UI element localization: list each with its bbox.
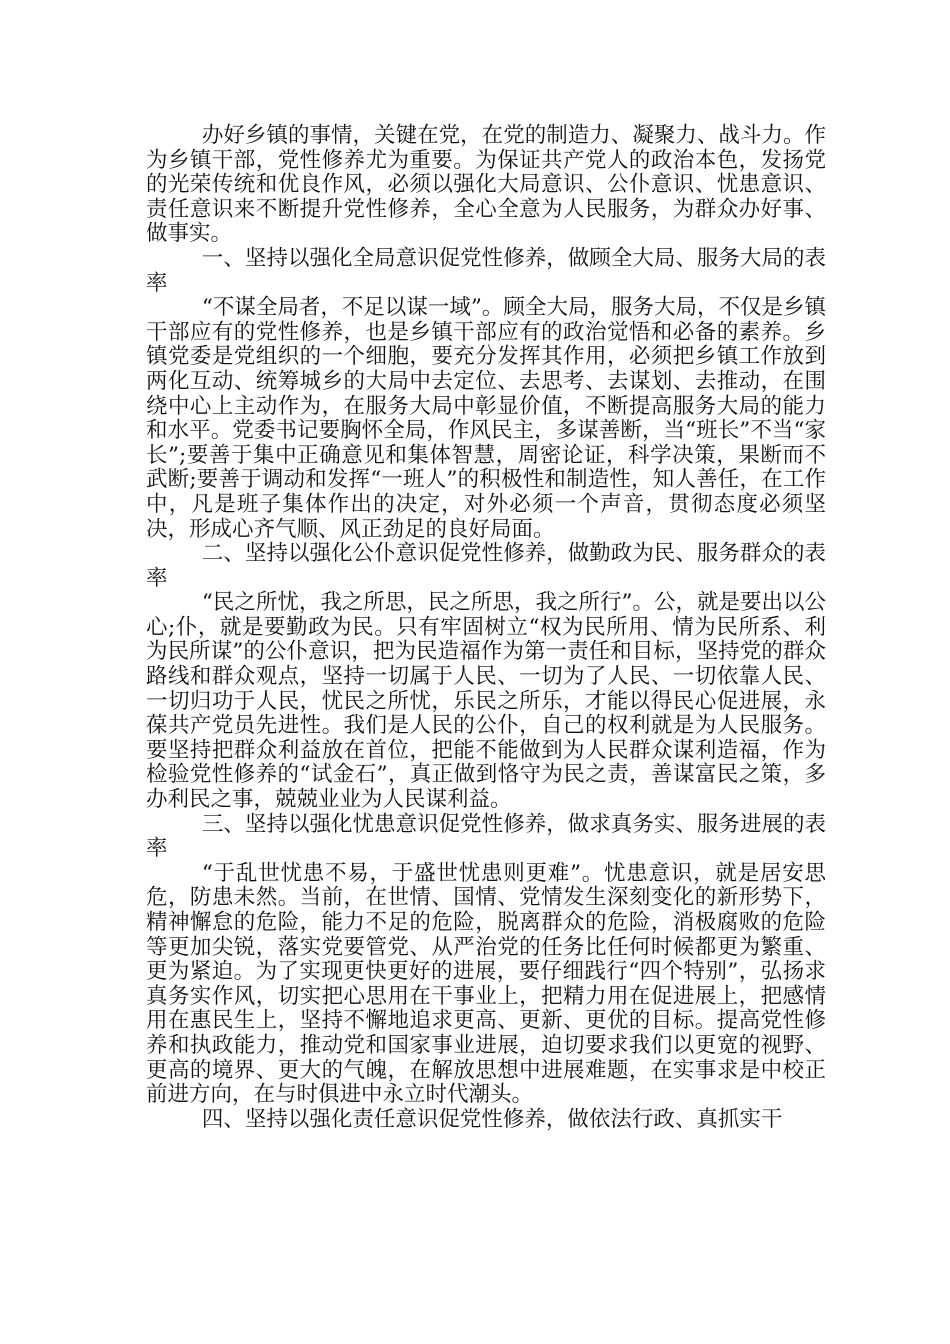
intro-paragraph: 办好乡镇的事情，关键在党，在党的制造力、凝聚力、战斗力。作为乡镇干部，党性修养尤为重要。为保证共产党人的政治本色，发扬党的光荣传统和优良作风，必须以强化大局意识、公仆意识、忧患意识、责任意识来不断提升党性修养，全心全意为人民服务，为群众办好事、做事实。 <box>146 123 826 247</box>
document-body <box>146 124 826 1132</box>
section-1-paragraph: “不谋全局者，不足以谋一域”。顾全大局，服务大局，不仅是乡镇干部应有的党性修养，也是乡镇干部应有的政治觉悟和必备的素养。乡镇党委是党组织的一个细胞，要充分发挥其作用，必须把乡镇工作放到两化互动、统筹城乡的大局中去定位、去思考、去谋划、去推动，在围绕中心上主动作为，在服务大局中彰显价值，不断提高服务大局的能力和水平。党委书记要胸怀全局，作风民主，多谋善断，当“班长”不当“家长”;要善于集中正确意见和集体智慧，周密论证，科学决策，果断而不武断;要善于调动和发挥“一班人”的积极性和制造性，知人善任，在工作中，凡是班子集体作出的决定，对外必须一个声音，贯彻态度必须坚决，形成心齐气顺、风正劲足的良好局面。 <box>146 295 826 542</box>
section-2-heading: 二、坚持以强化公仆意识促党性修养，做勤政为民、服务群众的表率 <box>146 541 826 591</box>
section-1-heading: 一、坚持以强化全局意识促党性修养，做顾全大局、服务大局的表率 <box>146 245 826 296</box>
section-2-paragraph: “民之所忧，我之所思，民之所思，我之所行”。公，就是要出以公心;仆，就是要勤政为民。只有牢固树立“权为民所用、情为民所系、利为民所谋”的公仆意识，把为民造福作为第一责任和目标，坚持党的群众路线和群众观点，坚持一切属于人民、一切为了人民、一切依靠人民、一切归功于人民，忧民之所忧，乐民之所乐，才能以得民心促进展，永葆共产党员先进性。我们是人民的公仆，自己的权利就是为人民服务。要坚持把群众利益放在首位，把能不能做到为人民群众谋利造福，作为检验党性修养的“试金石”，真正做到恪守为民之责，善谋富民之策，多办利民之事，兢兢业业为人民谋利益。 <box>146 590 826 813</box>
section-3-paragraph: “于乱世忧患不易，于盛世忧患则更难”。忧患意识，就是居安思危，防患未然。当前，在世情、国情、党情发生深刻变化的新形势下，精神懈怠的危险，能力不足的危险，脱离群众的危险，消极腐败的危险等更加尖锐，落实党要管党、从严治党的任务比任何时候都更为繁重、更为紧迫。为了实现更快更好的进展，要仔细践行“四个特别”，弘扬求真务实作风，切实把心思用在干事业上，把精力用在促进展上，把感情用在惠民生上，坚持不懈地追求更高、更新、更优的目标。提高党性修养和执政能力，推动党和国家事业进展，迫切要求我们以更宽的视野、更高的境界、更大的气魄，在解放思想中进展难题，在实事求是中校正前进方向，在与时俱进中永立时代潮头。 <box>146 860 826 1108</box>
section-4-heading: 四、坚持以强化责任意识促党性修养，做依法行政、真抓实干 <box>201 1106 783 1132</box>
section-3-heading: 三、坚持以强化忧患意识促党性修养，做求真务实、服务进展的表率 <box>146 811 826 862</box>
